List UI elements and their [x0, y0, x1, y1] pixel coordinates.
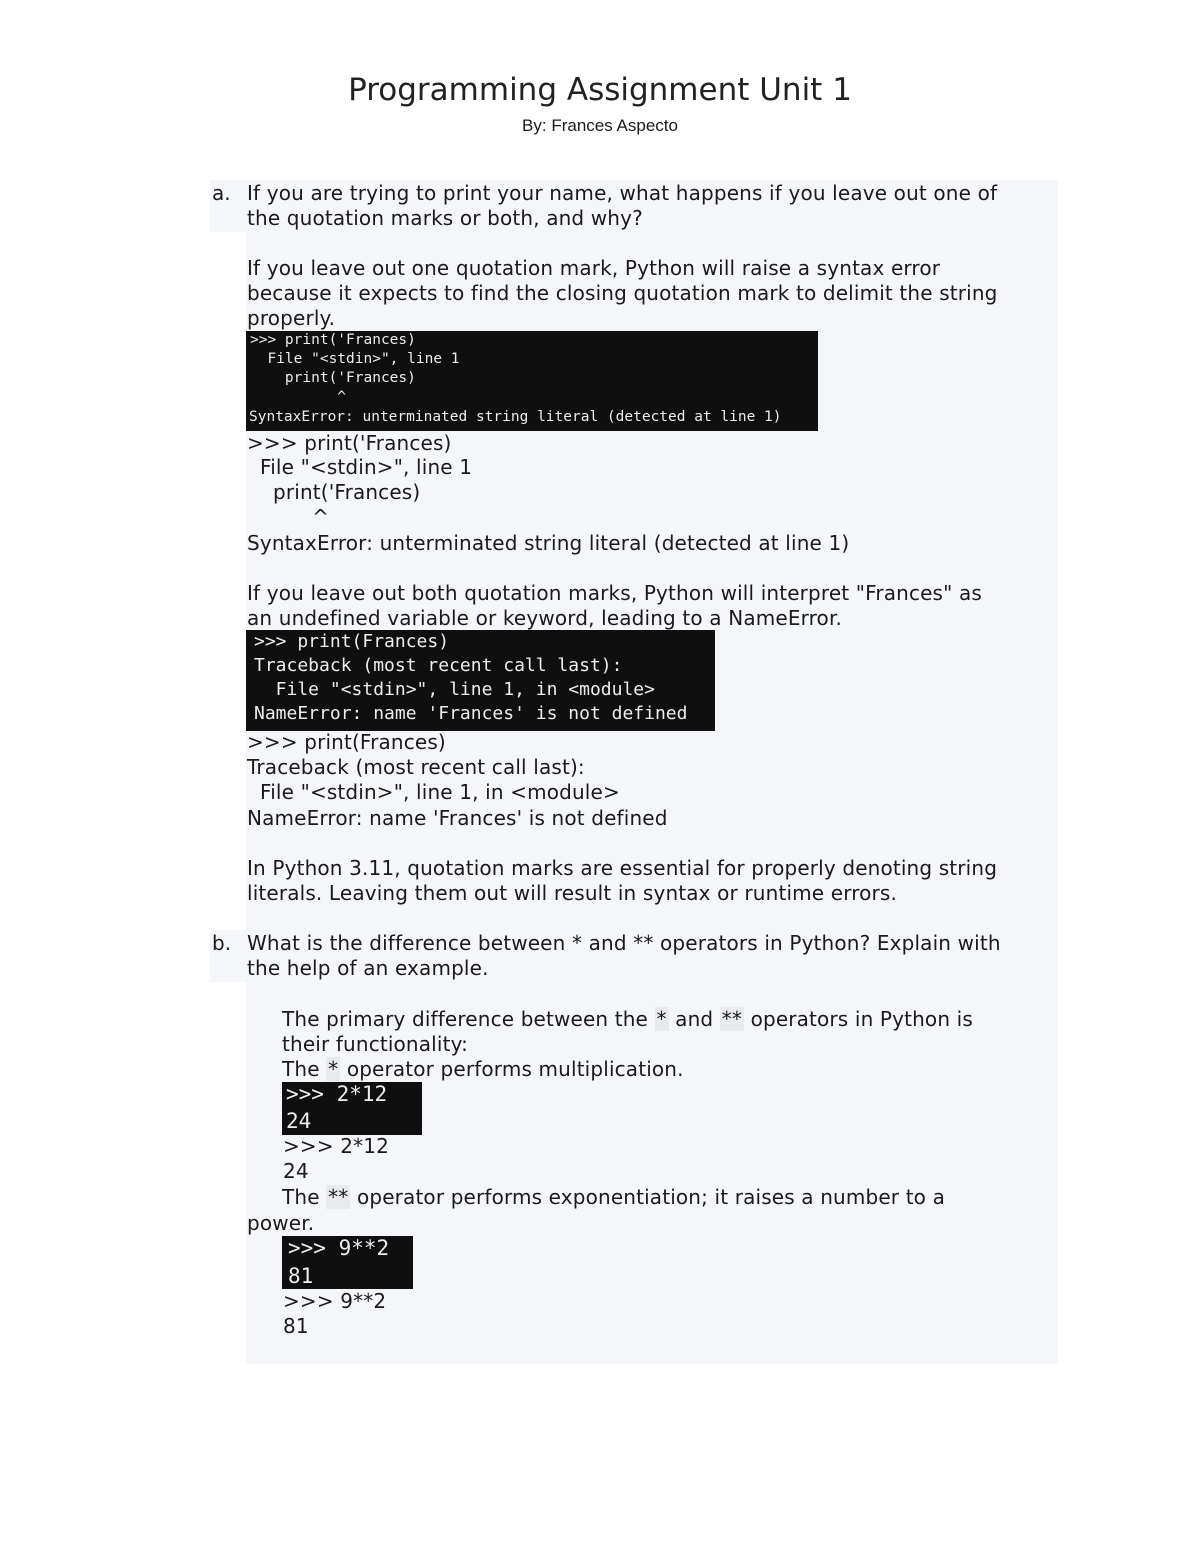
operator-double-star: **	[328, 1185, 349, 1209]
output-1-line-4: ^	[247, 505, 329, 529]
text-run: operator performs multiplication.	[340, 1057, 684, 1081]
answer-b-multiplication-line	[282, 1057, 684, 1082]
output-2-line-4: NameError: name 'Frances' is not defined	[247, 806, 668, 830]
text-run: operator performs exponentiation; it raises a number to a	[350, 1185, 945, 1209]
output-1-line-5: SyntaxError: unterminated string literal (detected at line 1)	[247, 531, 850, 555]
answer-a-one-mark-line-1: If you leave out one quotation mark, Python will raise a syntax error	[247, 256, 941, 280]
list-marker-a: a.	[212, 181, 231, 205]
output-4-line-1: >>> 9**2	[283, 1289, 387, 1313]
answer-a-conclusion-line-2: literals. Leaving them out will result in syntax or runtime errors.	[247, 881, 897, 905]
output-2-line-2: Traceback (most recent call last):	[247, 755, 585, 779]
terminal-line: Traceback (most recent call last):	[254, 655, 623, 676]
operator-star: *	[656, 1007, 667, 1031]
terminal-screenshot-name-error	[246, 630, 715, 731]
terminal-screenshot-syntax-error	[246, 331, 818, 431]
output-3-line-2: 24	[283, 1159, 309, 1183]
terminal-line: >>> print('Frances)	[250, 332, 416, 348]
answer-a-both-marks-line-2: an undefined variable or keyword, leading to a NameError.	[247, 606, 842, 630]
answer-b-exponent-line-1	[282, 1185, 945, 1210]
output-2-line-3: File "<stdin>", line 1, in <module>	[247, 780, 620, 804]
page-title: Programming Assignment Unit 1	[348, 72, 852, 108]
text-run: operators in Python is	[744, 1007, 973, 1031]
operator-double-star: **	[721, 1007, 743, 1031]
answer-a-one-mark-line-3: properly.	[247, 306, 336, 330]
text-run: The	[282, 1185, 327, 1209]
terminal-line: File "<stdin>", line 1	[250, 351, 460, 367]
terminal-line: ^	[250, 389, 347, 405]
terminal-line: 81	[288, 1264, 314, 1288]
terminal-line: >>> print(Frances)	[254, 631, 450, 652]
output-1-line-1: >>> print('Frances)	[247, 431, 452, 455]
answer-a-conclusion-line-1: In Python 3.11, quotation marks are essential for properly denoting string	[247, 856, 998, 880]
answer-a-one-mark-line-2: because it expects to find the closing quotation mark to delimit the string	[247, 281, 998, 305]
terminal-line: SyntaxError: unterminated string literal (detected at line 1)	[249, 409, 782, 425]
output-1-line-3: print('Frances)	[247, 480, 421, 504]
output-1-line-2: File "<stdin>", line 1	[247, 455, 473, 479]
answer-b-difference-line-2: their functionality:	[282, 1032, 468, 1056]
answer-b-difference-line-1	[282, 1007, 973, 1032]
text-run: The	[282, 1057, 327, 1081]
terminal-screenshot-multiplication	[282, 1082, 422, 1135]
terminal-line: print('Frances)	[250, 370, 416, 386]
question-a-line-1: If you are trying to print your name, what happens if you leave out one of	[247, 181, 998, 205]
text-run: The primary difference between the	[282, 1007, 655, 1031]
terminal-line: File "<stdin>", line 1, in <module>	[254, 679, 655, 700]
terminal-line: >>> 9**2	[288, 1236, 390, 1260]
terminal-line: 24	[286, 1109, 312, 1133]
list-marker-b: b.	[212, 931, 232, 955]
question-b-line-1: What is the difference between * and ** operators in Python? Explain with	[247, 931, 1001, 955]
question-a-line-2: the quotation marks or both, and why?	[247, 206, 643, 230]
output-4-line-2: 81	[283, 1314, 309, 1338]
answer-b-exponent-line-2: power.	[247, 1211, 315, 1235]
author-byline: By: Frances Aspecto	[522, 116, 678, 135]
question-b-line-2: the help of an example.	[247, 956, 489, 980]
terminal-line: >>> 2*12	[286, 1082, 388, 1106]
output-3-line-1: >>> 2*12	[283, 1134, 390, 1158]
text-run: and	[668, 1007, 720, 1031]
terminal-line: NameError: name 'Frances' is not defined	[254, 703, 688, 724]
output-2-line-1: >>> print(Frances)	[247, 730, 446, 754]
terminal-screenshot-exponent	[282, 1236, 413, 1289]
answer-a-both-marks-line-1: If you leave out both quotation marks, Python will interpret "Frances" as	[247, 581, 982, 605]
operator-star: *	[328, 1057, 339, 1081]
